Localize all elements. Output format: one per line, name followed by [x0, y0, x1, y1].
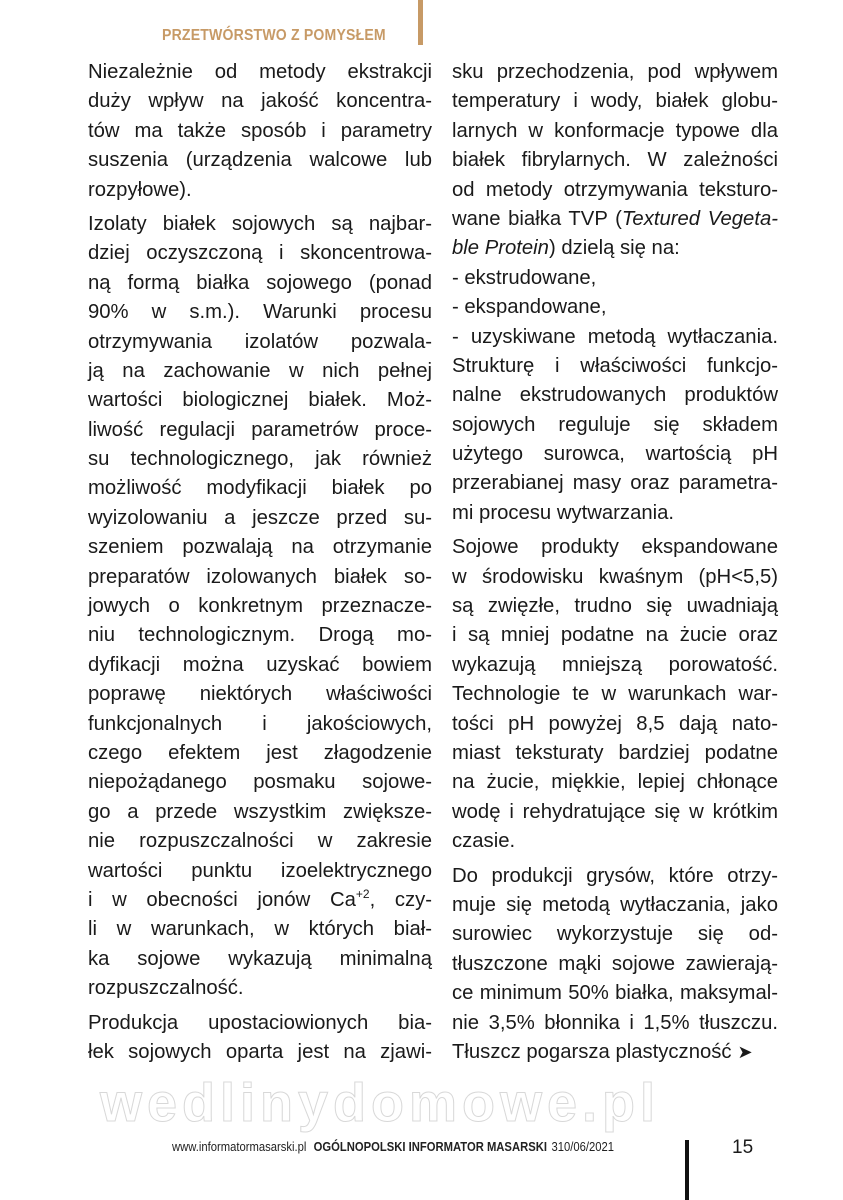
text-line — [88, 651, 432, 680]
text-line — [452, 592, 778, 621]
article-column-left — [88, 58, 432, 1067]
text-segment: ją na zachowanie w nich pełnej — [88, 359, 432, 382]
text-line — [88, 592, 432, 621]
text-segment: szeniem pozwalają na otrzymanie — [88, 536, 432, 559]
superscript: +2 — [355, 887, 370, 902]
text-segment: , czy- — [369, 888, 432, 911]
text-segment: ka sojowe wykazują minimalną — [88, 947, 432, 970]
text-segment: wyizolowaniu a jeszcze przed su- — [88, 506, 432, 529]
text-line — [452, 862, 778, 891]
text-segment: użytego surowca, wartością pH — [452, 443, 778, 466]
text-line — [88, 386, 432, 415]
text-segment: ) dzielą się na: — [548, 237, 680, 260]
text-segment: funkcjonalnych i jakościowych, — [88, 712, 432, 735]
text-line — [452, 798, 778, 827]
text-line — [88, 87, 432, 116]
text-segment: liwość regulacji parametrów proce- — [88, 418, 432, 441]
text-segment: dyfikacji można uzyskać bowiem — [88, 653, 432, 676]
text-segment: Izolaty białek sojowych są najbar- — [88, 212, 432, 235]
text-line — [452, 411, 778, 440]
text-segment: temperatury i wody, białek globu- — [452, 90, 778, 113]
text-segment: czego efektem jest złagodzenie — [88, 741, 432, 764]
continue-arrow-icon: ➤ — [737, 1041, 753, 1062]
text-segment: dziej oczyszczoną i skoncentrowa- — [88, 242, 432, 265]
section-title: PRZETWÓRSTWO Z POMYSŁEM — [162, 27, 386, 44]
text-segment: niu technologicznym. Drogą mo- — [88, 624, 432, 647]
text-segment: są zwięzłe, trudno się uwadniają — [452, 595, 778, 618]
page-number: 15 — [732, 1137, 754, 1158]
text-segment: wodę i rehydratujące się w krótkim — [452, 800, 778, 823]
text-line — [88, 680, 432, 709]
text-line — [88, 504, 432, 533]
text-segment: rozpyłowe). — [88, 178, 192, 201]
text-line — [88, 915, 432, 944]
text-line — [88, 416, 432, 445]
text-line — [452, 621, 778, 650]
text-segment: tłuszczone mąki sojowe zawierają- — [452, 952, 778, 975]
text-line — [88, 563, 432, 592]
text-line — [88, 269, 432, 298]
text-segment: sku przechodzenia, pod wpływem — [452, 61, 778, 83]
text-line — [88, 58, 432, 87]
text-line — [452, 323, 778, 352]
text-line — [452, 920, 778, 949]
text-segment: miast teksturaty bardziej podatne — [452, 741, 778, 764]
text-line — [88, 739, 432, 768]
text-segment: wartości biologicznej białek. Moż- — [88, 389, 432, 412]
text-line — [88, 798, 432, 827]
text-line — [88, 857, 432, 886]
article-column-right — [452, 58, 778, 1067]
text-line — [452, 293, 778, 322]
italic-segment: Textured Vegeta- — [621, 207, 778, 230]
text-line — [88, 146, 432, 175]
text-segment: na żucie, miękkie, lepiej chłonące — [452, 771, 778, 794]
text-segment: czasie. — [452, 830, 516, 853]
text-segment: poprawę niektórych właściwości — [88, 683, 432, 706]
text-line — [88, 827, 432, 856]
text-line — [452, 146, 778, 175]
text-line — [88, 445, 432, 474]
footer-issue: 310/06/2021 — [551, 1140, 615, 1154]
text-line — [452, 563, 778, 592]
text-line — [452, 533, 778, 562]
text-line — [452, 381, 778, 410]
text-line — [88, 298, 432, 327]
text-segment: Do produkcji grysów, które otrzy- — [452, 864, 778, 887]
text-line — [88, 176, 432, 205]
text-line — [452, 440, 778, 469]
text-line — [88, 328, 432, 357]
text-segment: surowiec wykorzystuje się od- — [452, 923, 778, 946]
text-segment: nie rozpuszczalności w zakresie — [88, 830, 432, 853]
text-line — [88, 357, 432, 386]
text-line — [452, 651, 778, 680]
text-segment: niepożądanego posmaku sojowe- — [88, 771, 432, 794]
text-segment: - ekstrudowane, — [452, 266, 597, 289]
text-line — [88, 621, 432, 650]
text-line — [88, 533, 432, 562]
text-line — [452, 1038, 778, 1067]
text-segment: - uzyskiwane metodą wytłaczania. — [452, 325, 778, 348]
text-line — [452, 499, 778, 528]
text-segment: w środowisku kwaśnym (pH<5,5) — [452, 565, 778, 588]
text-segment: Tłuszcz pogarsza plastyczność — [452, 1040, 732, 1063]
footer-publication: OGÓLNOPOLSKI INFORMATOR MASARSKI — [313, 1140, 547, 1154]
text-segment: Strukturę i właściwości funkcjo- — [452, 354, 778, 377]
text-line — [452, 680, 778, 709]
text-segment: wykazują mniejszą porowatość. — [452, 653, 778, 676]
text-segment: otrzymywania izolatów pozwala- — [88, 330, 432, 353]
text-segment: ną formą białka sojowego (ponad — [88, 271, 432, 294]
text-segment: - ekspandowane, — [452, 296, 607, 319]
text-segment: Produkcja upostaciowionych bia- — [88, 1011, 432, 1034]
text-line — [88, 945, 432, 974]
text-segment: jowych o konkretnym przeznacze- — [88, 595, 432, 618]
text-segment: od metody otrzymywania teksturo- — [452, 178, 778, 201]
text-segment: su technologicznego, jak również — [88, 448, 432, 471]
text-segment: muje się metodą wytłaczania, jako — [452, 893, 778, 916]
text-line — [88, 886, 432, 915]
text-segment: mi procesu wytwarzania. — [452, 501, 675, 524]
text-segment: tości pH powyżej 8,5 dają nato- — [452, 712, 778, 735]
text-segment: tów ma także sposób i parametry — [88, 119, 432, 142]
text-line — [452, 352, 778, 381]
text-line — [88, 974, 432, 1003]
text-line — [452, 264, 778, 293]
text-segment: wane białka TVP ( — [452, 207, 622, 230]
text-line — [88, 1009, 432, 1038]
watermark: wedlinydomowe.pl — [100, 1073, 661, 1133]
text-segment: Sojowe produkty ekspandowane — [452, 536, 778, 559]
text-segment: i w obecności jonów Ca — [88, 888, 356, 911]
text-segment: nalne ekstrudowanych produktów — [452, 384, 778, 407]
text-line — [452, 768, 778, 797]
text-segment: ce minimum 50% białka, maksymal- — [452, 982, 778, 1005]
footer-divider — [685, 1140, 689, 1200]
text-line — [452, 58, 778, 87]
text-line — [88, 117, 432, 146]
text-line — [452, 891, 778, 920]
text-segment: białek fibrylarnych. W zależności — [452, 149, 778, 172]
text-line — [452, 469, 778, 498]
text-segment: larnych w konformacje typowe dla — [452, 119, 778, 142]
text-line — [452, 176, 778, 205]
text-segment: Technologie te w warunkach war- — [452, 683, 778, 706]
text-segment: duży wpływ na jakość koncentra- — [88, 90, 432, 113]
text-line — [88, 474, 432, 503]
text-segment: sojowych reguluje się składem — [452, 413, 778, 436]
text-segment: możliwość modyfikacji białek po — [88, 477, 432, 500]
text-line — [452, 87, 778, 116]
header-divider — [418, 0, 423, 45]
text-line — [452, 205, 778, 234]
text-line — [452, 979, 778, 1008]
text-line — [452, 1009, 778, 1038]
text-segment: suszenia (urządzenia walcowe lub — [88, 149, 432, 172]
text-line — [452, 739, 778, 768]
text-segment: i są mniej podatne na żucie oraz — [452, 624, 778, 647]
text-line — [88, 210, 432, 239]
footer — [172, 1140, 614, 1155]
text-line — [452, 827, 778, 856]
text-segment: preparatów izolowanych białek so- — [88, 565, 432, 588]
text-segment: wartości punktu izoelektrycznego — [88, 859, 432, 882]
text-line — [452, 234, 778, 263]
text-segment: go a przede wszystkim zwiększe- — [88, 800, 432, 823]
text-line — [88, 239, 432, 268]
text-line — [452, 117, 778, 146]
text-segment: nie 3,5% błonnika i 1,5% tłuszczu. — [452, 1011, 778, 1034]
text-segment: łek sojowych oparta jest na zjawi- — [88, 1040, 432, 1063]
italic-segment: ble Protein — [452, 237, 549, 260]
text-segment: li w warunkach, w których biał- — [88, 918, 432, 941]
text-line — [88, 768, 432, 797]
text-segment: 90% w s.m.). Warunki procesu — [88, 301, 432, 324]
text-line — [452, 950, 778, 979]
text-segment: Niezależnie od metody ekstrakcji — [88, 61, 432, 83]
text-line — [88, 1038, 432, 1067]
text-line — [452, 710, 778, 739]
footer-url[interactable]: www.informatormasarski.pl — [172, 1140, 307, 1154]
text-segment: przerabianej masy oraz parametra- — [452, 472, 778, 495]
text-segment: rozpuszczalność. — [88, 977, 244, 1000]
text-line — [88, 710, 432, 739]
